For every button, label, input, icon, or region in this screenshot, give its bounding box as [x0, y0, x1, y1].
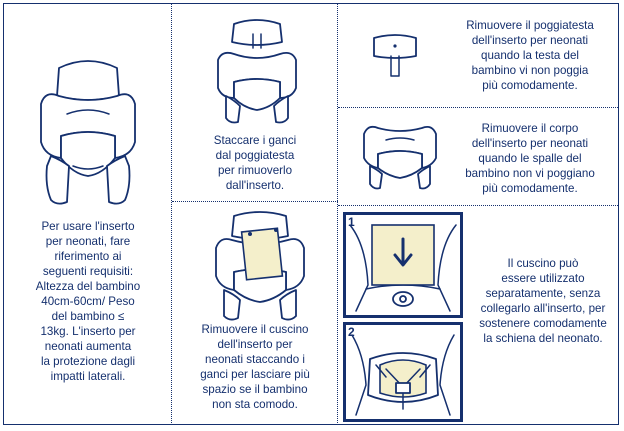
step-2-photo [343, 322, 463, 422]
divider [337, 4, 338, 425]
cushion-separate-text: Il cuscino può essere utilizzato separatamente, senza collegarlo all'inserto, per sostenere comodamente la schiena del neonato. [479, 257, 607, 345]
divider [338, 107, 618, 108]
remove-body-text: Rimuovere il corpo dell'inserto per neonati quando le spalle del bambino non vi poggiano più comodamente. [465, 122, 595, 195]
divider [172, 201, 338, 202]
infant-insert-icon [33, 56, 143, 206]
requirements-text: Per usare l'inserto per neonati, fare riferimento ai seguenti requisiti: Altezza del bambino 40cm-60cm/ Peso del bambino ≤ 13kg. L'inserto per neonati aumenta la protezione dagli impatti laterali. [35, 220, 141, 383]
insert-detached-headrest-icon [212, 14, 302, 124]
divider [171, 4, 172, 425]
step-1-photo [343, 212, 463, 318]
step-2-label: 2 [348, 325, 355, 339]
divider [338, 205, 618, 206]
insert-with-cushion-icon [210, 210, 310, 322]
headrest-icon [370, 30, 420, 80]
remove-headrest-text: Rimuovere il poggiatesta dell'inserto per neonati quando la testa del bambino vi non poggia più comodamente. [466, 19, 594, 92]
step-1-label: 1 [348, 215, 355, 229]
detach-hooks-text: Staccare i ganci dal poggiatesta per rimuoverlo dall'inserto. [213, 134, 297, 192]
insert-body-icon [360, 120, 440, 190]
remove-cushion-text: Rimuovere il cuscino dell'inserto per neonati staccando i ganci per lasciare più spazio se il bambino non sta comodo. [200, 323, 310, 411]
